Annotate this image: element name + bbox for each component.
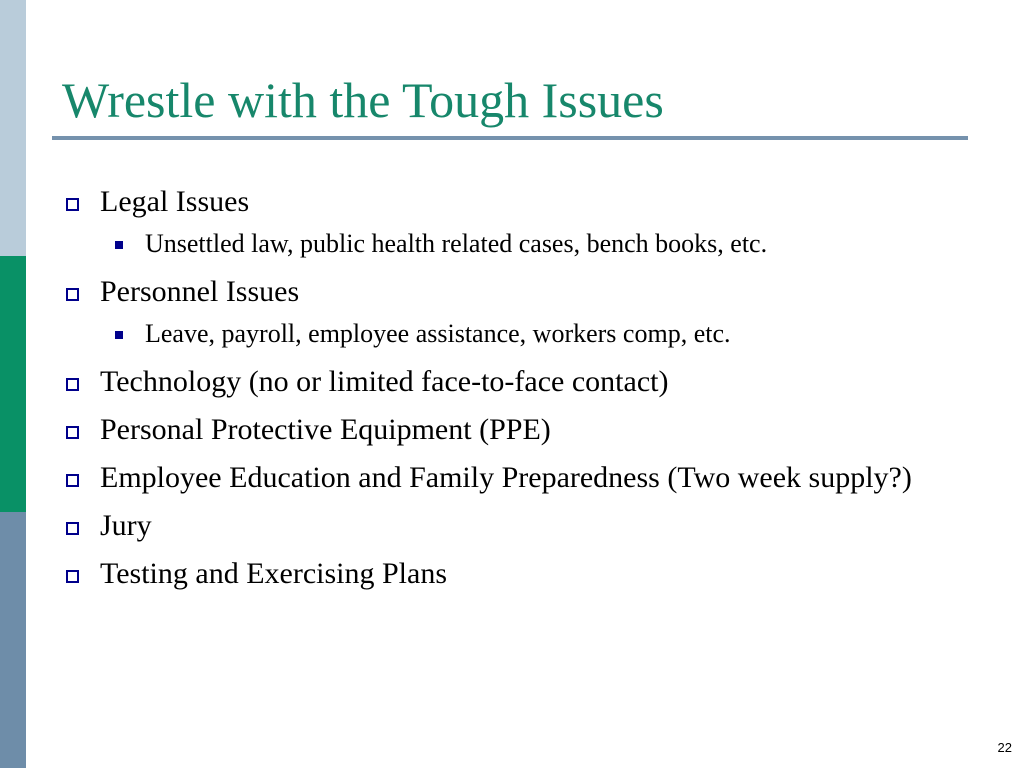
sub-bullet-text: Leave, payroll, employee assistance, workers comp, etc.	[145, 319, 731, 348]
bullet-text: Jury	[100, 509, 152, 542]
bullet-text: Technology (no or limited face-to-face contact)	[100, 365, 669, 398]
bullet-item	[66, 184, 966, 220]
hollow-square-bullet-icon	[66, 522, 79, 535]
bullet-item	[66, 508, 966, 544]
sidebar-segment-middle	[0, 256, 26, 512]
slide-title: Wrestle with the Tough Issues	[62, 72, 664, 128]
bullet-item	[66, 412, 966, 448]
sub-bullet-item	[66, 318, 966, 350]
bullet-item	[66, 460, 966, 496]
sidebar-accent	[0, 0, 26, 768]
filled-square-bullet-icon	[115, 331, 123, 339]
hollow-square-bullet-icon	[66, 378, 79, 391]
title-underline	[52, 136, 968, 140]
bullet-list	[66, 184, 966, 604]
bullet-item	[66, 556, 966, 592]
sub-bullet-text: Unsettled law, public health related cases, bench books, etc.	[145, 229, 768, 258]
bullet-item	[66, 364, 966, 400]
bullet-text: Testing and Exercising Plans	[100, 557, 448, 590]
bullet-text: Employee Education and Family Preparedness (Two week supply?)	[100, 461, 912, 494]
filled-square-bullet-icon	[115, 241, 123, 249]
hollow-square-bullet-icon	[66, 474, 79, 487]
sidebar-segment-top	[0, 0, 26, 256]
bullet-text: Personnel Issues	[100, 275, 300, 308]
hollow-square-bullet-icon	[66, 570, 79, 583]
sidebar-segment-bottom	[0, 512, 26, 768]
hollow-square-bullet-icon	[66, 198, 79, 211]
bullet-text: Personal Protective Equipment (PPE)	[100, 413, 551, 446]
page-number: 22	[997, 740, 1012, 755]
bullet-text: Legal Issues	[100, 185, 250, 218]
sub-bullet-item	[66, 228, 966, 260]
hollow-square-bullet-icon	[66, 288, 79, 301]
bullet-item	[66, 274, 966, 310]
hollow-square-bullet-icon	[66, 426, 79, 439]
